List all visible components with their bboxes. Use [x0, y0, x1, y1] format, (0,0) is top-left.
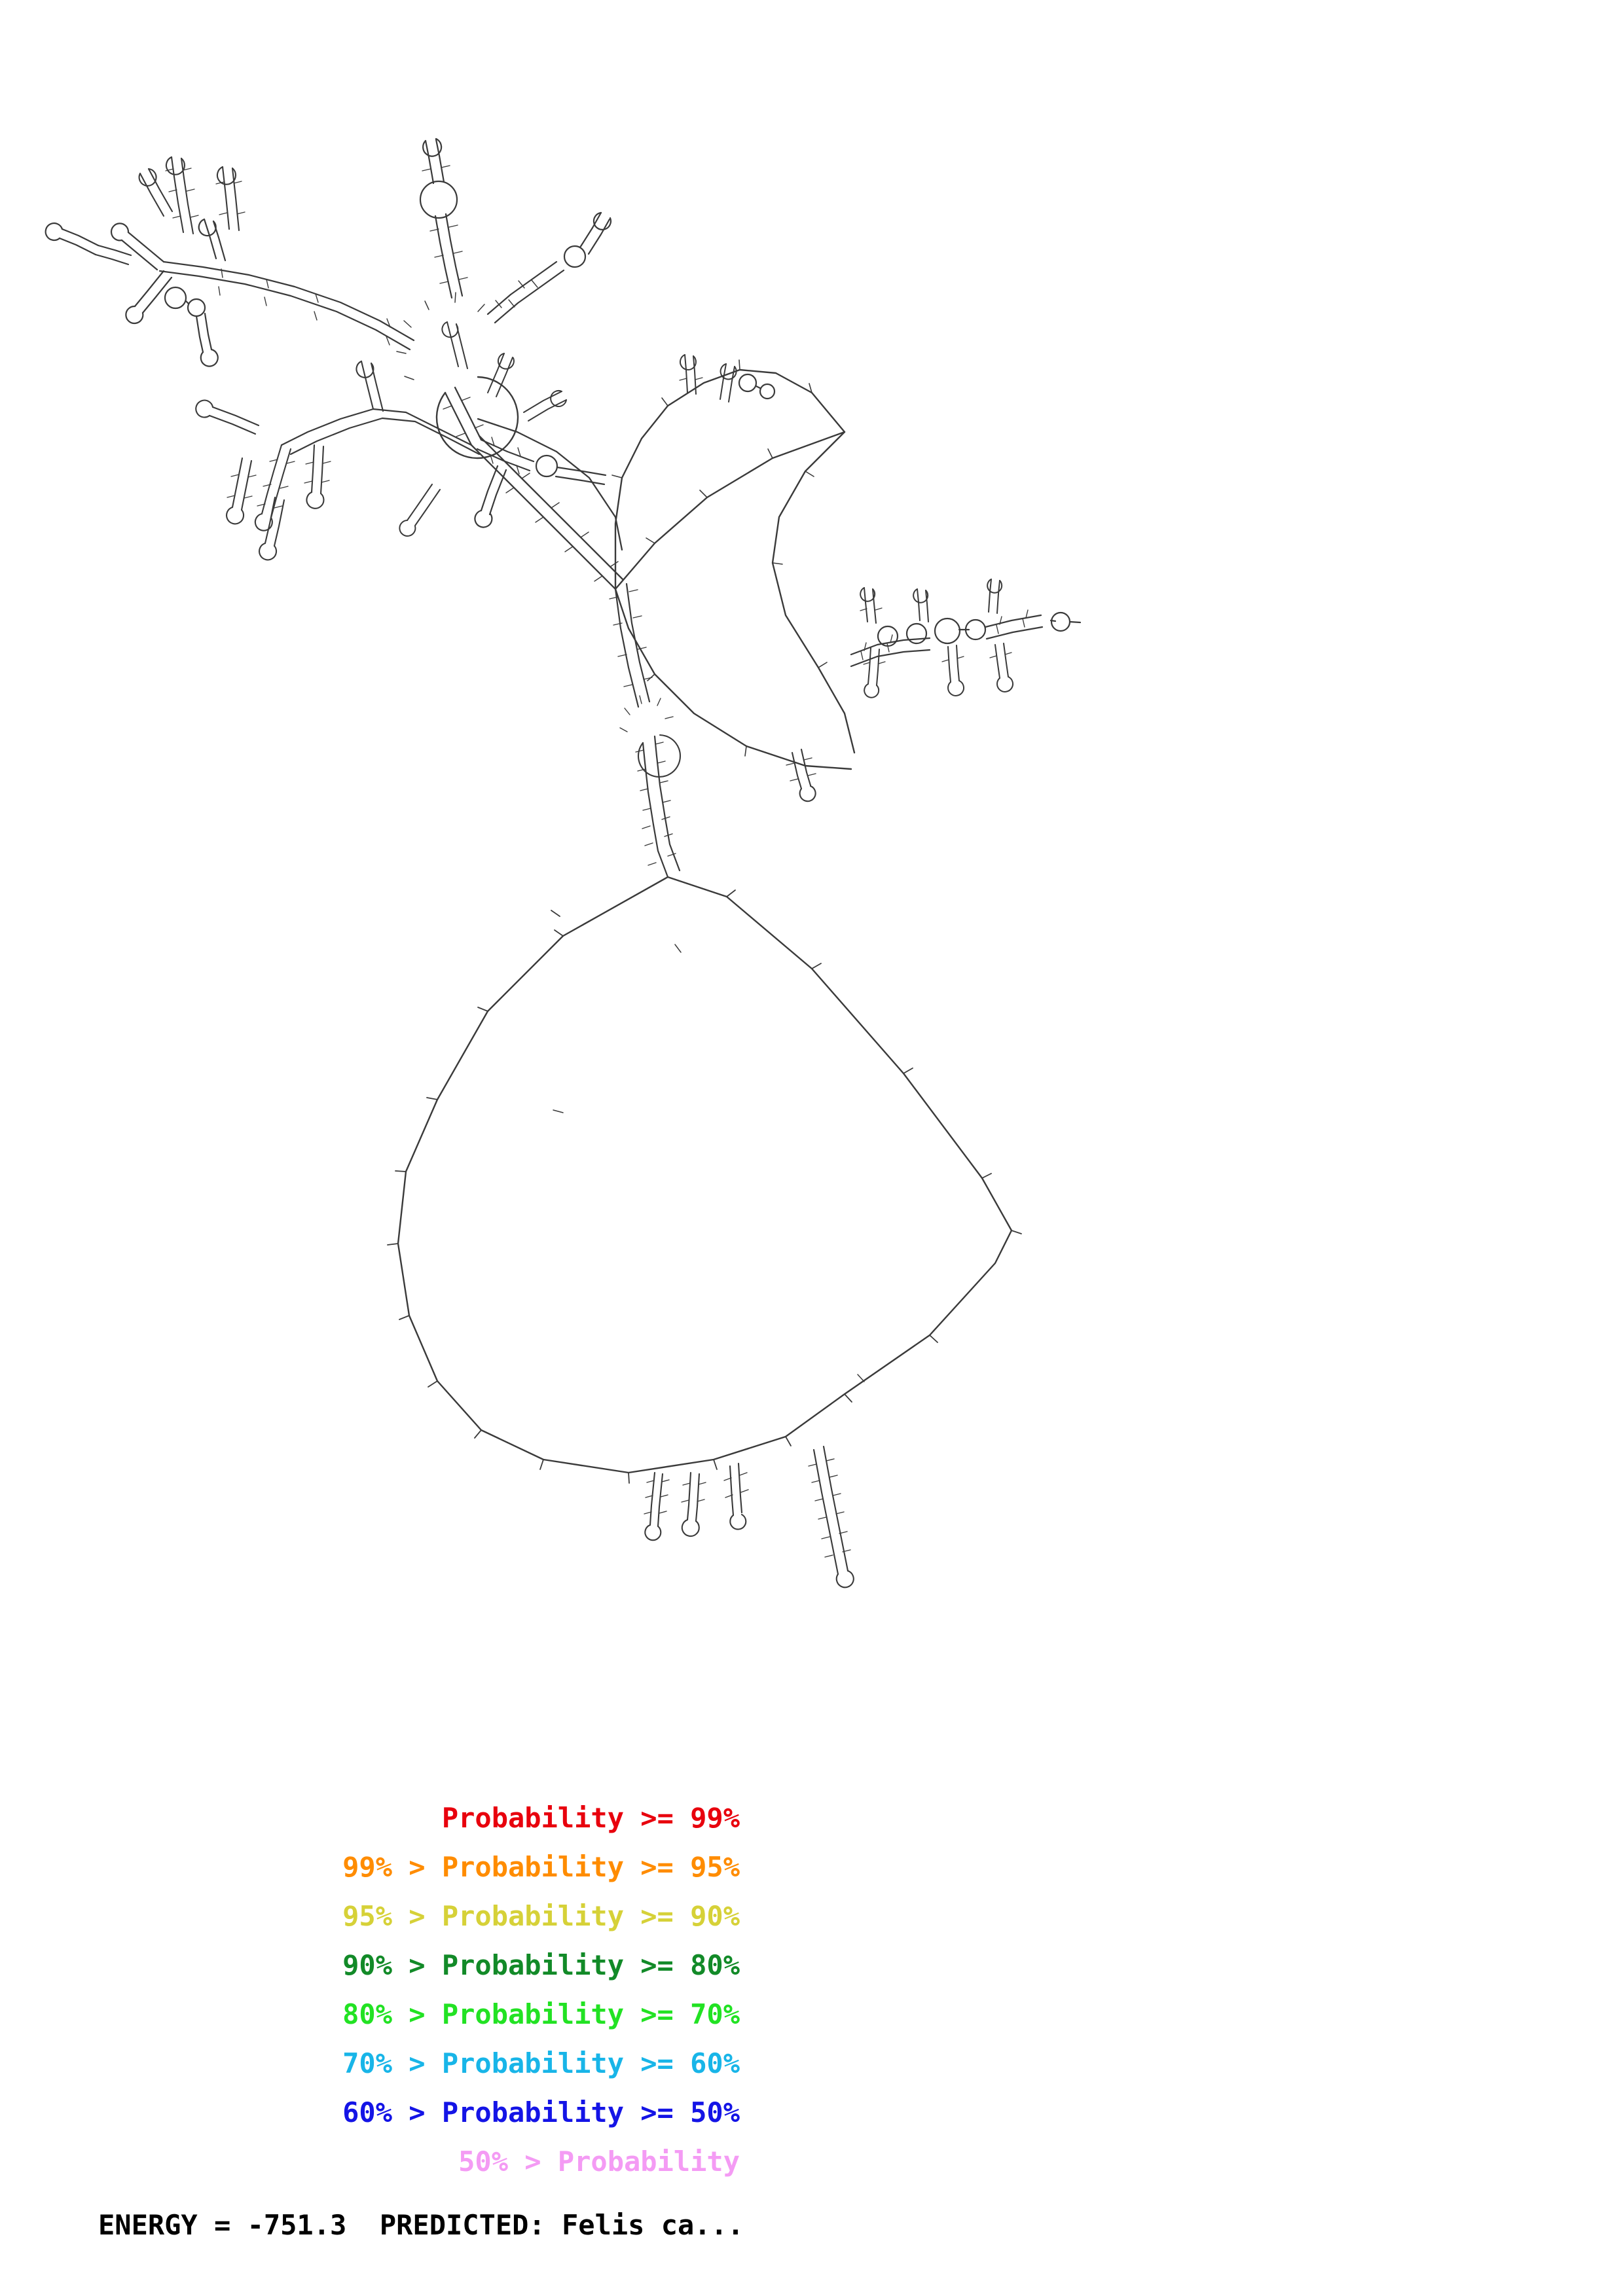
legend-row-0: Probability >= 99% — [441, 1802, 740, 1834]
legend-row-2: 95% > Probability >= 90% — [342, 1900, 740, 1932]
probability-legend — [0, 1793, 1623, 2250]
legend-row-5: 70% > Probability >= 60% — [342, 2047, 740, 2079]
legend-row-4: 80% > Probability >= 70% — [342, 1998, 740, 2030]
legend-row-7: 50% > Probability — [458, 2145, 740, 2178]
legend-row-3: 90% > Probability >= 80% — [342, 1949, 740, 1981]
energy-prediction-label: ENERGY = -751.3 PREDICTED: Felis ca... — [98, 2209, 744, 2241]
legend-row-6: 60% > Probability >= 50% — [342, 2096, 740, 2128]
legend-row-1: 99% > Probability >= 95% — [342, 1851, 740, 1883]
